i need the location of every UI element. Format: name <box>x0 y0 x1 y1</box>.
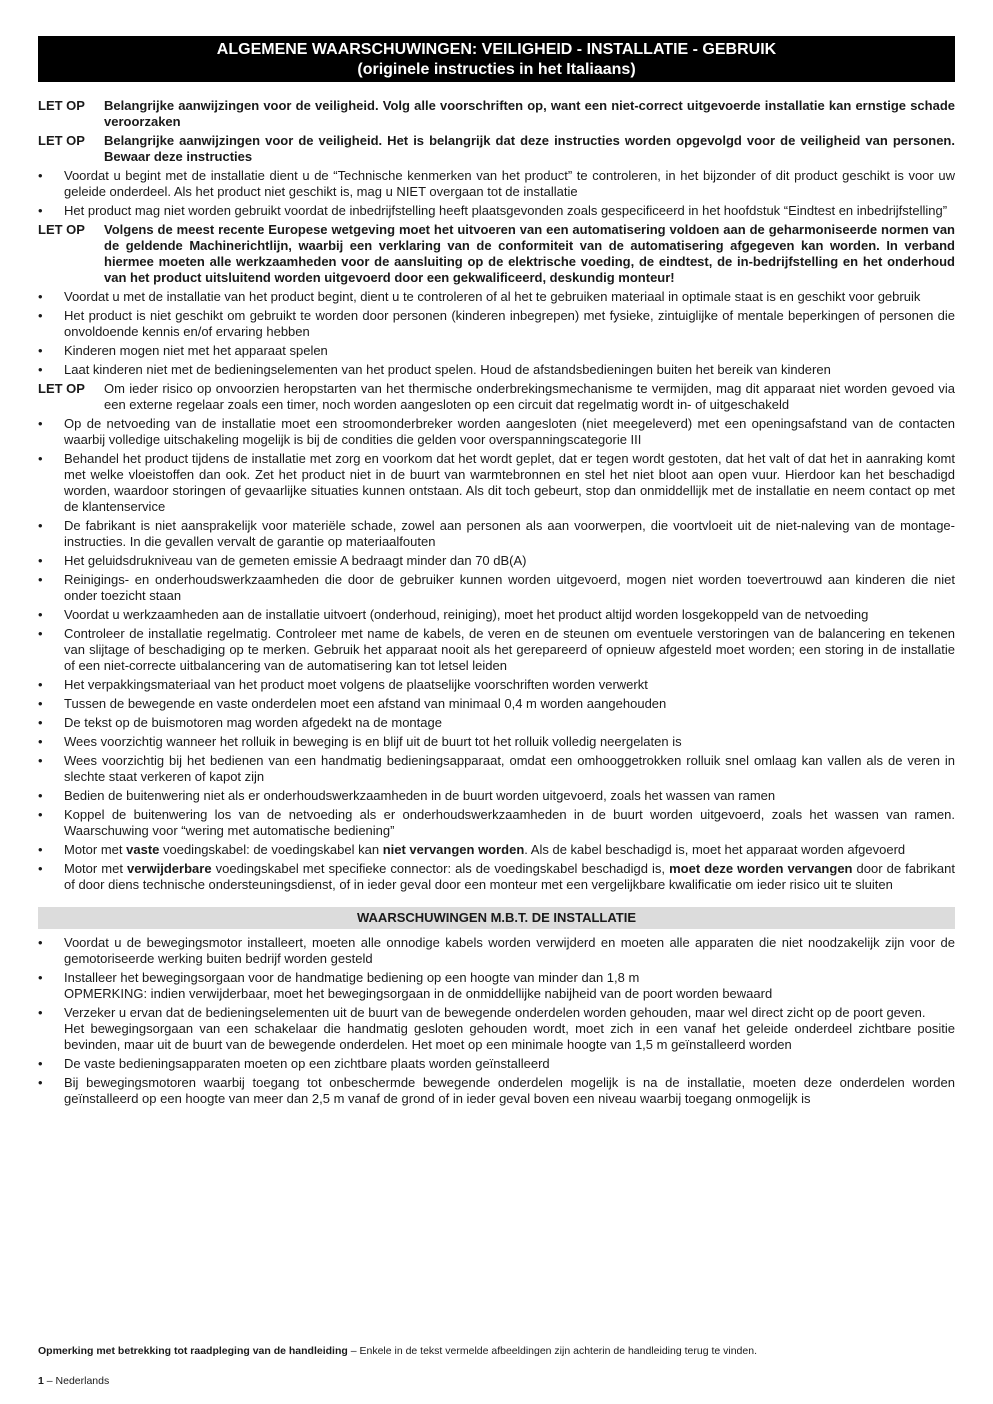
footer-note: Opmerking met betrekking tot raadpleging van de handleiding – Enkele in de tekst vermelde afbeeldingen zijn achterin de handleiding terug te vinden. <box>38 1345 757 1357</box>
document-page <box>38 36 955 1110</box>
list-item: • De fabrikant is niet aansprakelijk voor materiële schade, zowel aan personen als aan voorwerpen, die voortvloeit uit de niet-naleving van de montage-instructies. In die gevallen vervalt de garantie op materiaalfouten <box>38 518 955 550</box>
list-item: • Het product mag niet worden gebruikt voordat de inbedrijfstelling heeft plaatsgevonden zoals gespecificeerd in het hoofdstuk “Eindtest en inbedrijfstelling” <box>38 203 955 219</box>
warning-letop-2: LET OP Belangrijke aanwijzingen voor de veiligheid. Het is belangrijk dat deze instructies worden opgevolgd voor de veiligheid van personen. Bewaar deze instructies <box>38 133 955 164</box>
warning-letop-3: LET OP Volgens de meest recente Europese wetgeving moet het uitvoeren van een automatisering voldoen aan de geharmoniseerde normen van de geldende Machinerichtlijn, waarbij een verklaring van de conformiteit van de automatisering afgegeven kan worden. In verband hiermee moeten alle werkzaamheden voor de aansluiting op de elektrische voeding, de eindtest, de in-bedrijfstelling en het onderhoud van het product uitsluitend worden uitgevoerd door een gekwalificeerd, deskundig monteur! <box>38 222 955 285</box>
list-item: • De tekst op de buismotoren mag worden afgedekt na de montage <box>38 715 955 731</box>
general-warnings <box>38 98 955 1107</box>
list-item: • Reinigings- en onderhoudswerkzaamheden die door de gebruiker kunnen worden uitgevoerd, mogen niet worden toevertrouwd aan kinderen die niet onder toezicht staan <box>38 572 955 604</box>
warning-letop-4: LET OP Om ieder risico op onvoorzien heropstarten van het thermische onderbrekingsmechanisme te vermijden, mag dit apparaat niet worden gevoed via een externe regelaar zoals een timer, noch worden aangesloten op een circuit dat regelmatig wordt in- of uitgeschakeld <box>38 381 955 412</box>
list-item: • Kinderen mogen niet met het apparaat spelen <box>38 343 955 359</box>
list-item: • Het verpakkingsmateriaal van het product moet volgens de plaatselijke voorschriften worden verwerkt <box>38 677 955 693</box>
letop-label: LET OP <box>38 133 85 148</box>
list-item: • Behandel het product tijdens de installatie met zorg en voorkom dat het wordt geplet, dat er tegen wordt gestoten, dat het valt of dat het in aanraking komt met welke vloeistoffen dan ook. Zet het product niet in de buurt van warmtebronnen en stel het niet bloot aan open vuur. Hierdoor kan het beschadigd worden, waardoor storingen of gevaarlijke situaties kunnen ontstaan. Als dit toch gebeurt, stop dan onmiddellijk met de installatie en neem contact op met de klantenservice <box>38 451 955 515</box>
list-item: • Voordat u de bewegingsmotor installeert, moeten alle onnodige kabels worden verwijderd en moeten alle apparaten die niet noodzakelijk zijn voor de gemotoriseerde werking buiten bedrijf worden gesteld <box>38 935 955 967</box>
title-line-2: (originele instructies in het Italiaans) <box>357 61 636 78</box>
list-item: • Voordat u begint met de installatie dient u de “Technische kenmerken van het product” te controleren, in het bijzonder of dit product geschikt is voor uw geleide onderdeel. Als het product niet geschikt is, mag u NIET overgaan tot de installatie <box>38 168 955 200</box>
list-item: • Op de netvoeding van de installatie moet een stroomonderbreker worden aangesloten (niet meegeleverd) met een openingsafstand van de contacten waarbij volledige uitschakeling mogelijk is bij de condities die gelden voor overspanningscategorie III <box>38 416 955 448</box>
list-item: • Wees voorzichtig bij het bedienen van een handmatig bedieningsapparaat, omdat een omhooggetrokken rolluik snel omlaag kan vallen als de veren in slechte staat verkeren of kapot zijn <box>38 753 955 785</box>
list-item: • Het geluidsdrukniveau van de gemeten emissie A bedraagt minder dan 70 dB(A) <box>38 553 955 569</box>
list-item: • Bedien de buitenwering niet als er onderhoudswerkzaamheden in de buurt worden uitgevoerd, zoals het wassen van ramen <box>38 788 955 804</box>
list-item: • Bij bewegingsmotoren waarbij toegang tot onbeschermde bewegende onderdelen mogelijk is na de installatie, moeten deze onderdelen worden geïnstalleerd op een hoogte van meer dan 2,5 m vanaf de grond of in ieder geval boven een niveau waarbij toegang onmogelijk is <box>38 1075 955 1107</box>
list-item: • Verzeker u ervan dat de bedieningselementen uit de buurt van de bewegende onderdelen worden gehouden, maar wel direct zicht op de poort geven. Het bewegingsorgaan van een schakelaar die handmatig gesloten gehouden wordt, moet zich in een vanaf het geleide onderdeel zichtbare positie bevinden, maar uit de buurt van de bewegende onderdelen. Het moet op een minimale hoogte van 1,5 m geïnstalleerd worden <box>38 1005 955 1053</box>
list-item: • Motor met vaste voedingskabel: de voedingskabel kan niet vervangen worden. Als de kabel beschadigd is, moet het apparaat worden afgevoerd <box>38 842 955 858</box>
section-title-installation: WAARSCHUWINGEN M.B.T. DE INSTALLATIE <box>38 907 955 929</box>
list-item: • Wees voorzichtig wanneer het rolluik in beweging is en blijf uit de buurt tot het rolluik volledig neergelaten is <box>38 734 955 750</box>
list-item: • De vaste bedieningsapparaten moeten op een zichtbare plaats worden geïnstalleerd <box>38 1056 955 1072</box>
list-item: • Het product is niet geschikt om gebruikt te worden door personen (kinderen inbegrepen) met fysieke, zintuiglijke of mentale beperkingen of personen die onvoldoende kennis en/of ervaring hebben <box>38 308 955 340</box>
list-item: • Koppel de buitenwering los van de netvoeding als er onderhoudswerkzaamheden in de buurt worden uitgevoerd, zoals het wassen van ramen. Waarschuwing voor “wering met automatische bediening” <box>38 807 955 839</box>
list-item: • Tussen de bewegende en vaste onderdelen moet een afstand van minimaal 0,4 m worden aangehouden <box>38 696 955 712</box>
list-item: • Voordat u met de installatie van het product begint, dient u te controleren of al het te gebruiken materiaal in optimale staat is en geschikt voor gebruik <box>38 289 955 305</box>
list-item: • Motor met verwijderbare voedingskabel met specifieke connector: als de voedingskabel beschadigd is, moet deze worden vervangen door de fabrikant of door diens technische ondersteuningsdienst, of in ieder geval door een monteur met een vergelijkbare kwalificatie om ieder risico uit te sluiten <box>38 861 955 893</box>
warning-letop-1: LET OP Belangrijke aanwijzingen voor de veiligheid. Volg alle voorschriften op, want een niet-correct uitgevoerde installatie kan ernstige schade veroorzaken <box>38 98 955 129</box>
list-item: • Voordat u werkzaamheden aan de installatie uitvoert (onderhoud, reiniging), moet het product altijd worden losgekoppeld van de netvoeding <box>38 607 955 623</box>
title-line-1: ALGEMENE WAARSCHUWINGEN: VEILIGHEID - INSTALLATIE - GEBRUIK <box>216 41 777 58</box>
page-title <box>38 36 955 82</box>
list-item: • Controleer de installatie regelmatig. Controleer met name de kabels, de veren en de steunen om eventuele verstoringen van de balancering en tekenen van slijtage of beschadiging op te merken. Gebruik het apparaat nooit als het gerepareerd of opnieuw afgesteld moet worden; een storing in de installatie of een niet-correcte uitbalancering van de automatisering kan tot letsel leiden <box>38 626 955 674</box>
letop-label: LET OP <box>38 98 85 113</box>
page-number: 1 – Nederlands <box>38 1375 110 1387</box>
letop-label: LET OP <box>38 222 85 237</box>
list-item: • Installeer het bewegingsorgaan voor de handmatige bediening op een hoogte van minder dan 1,8 m OPMERKING: indien verwijderbaar, moet het bewegingsorgaan in de onmiddellijke nabijheid van de poort worden bewaard <box>38 970 955 1002</box>
letop-label: LET OP <box>38 381 85 396</box>
list-item: • Laat kinderen niet met de bedieningselementen van het product spelen. Houd de afstandsbedieningen buiten het bereik van kinderen <box>38 362 955 378</box>
